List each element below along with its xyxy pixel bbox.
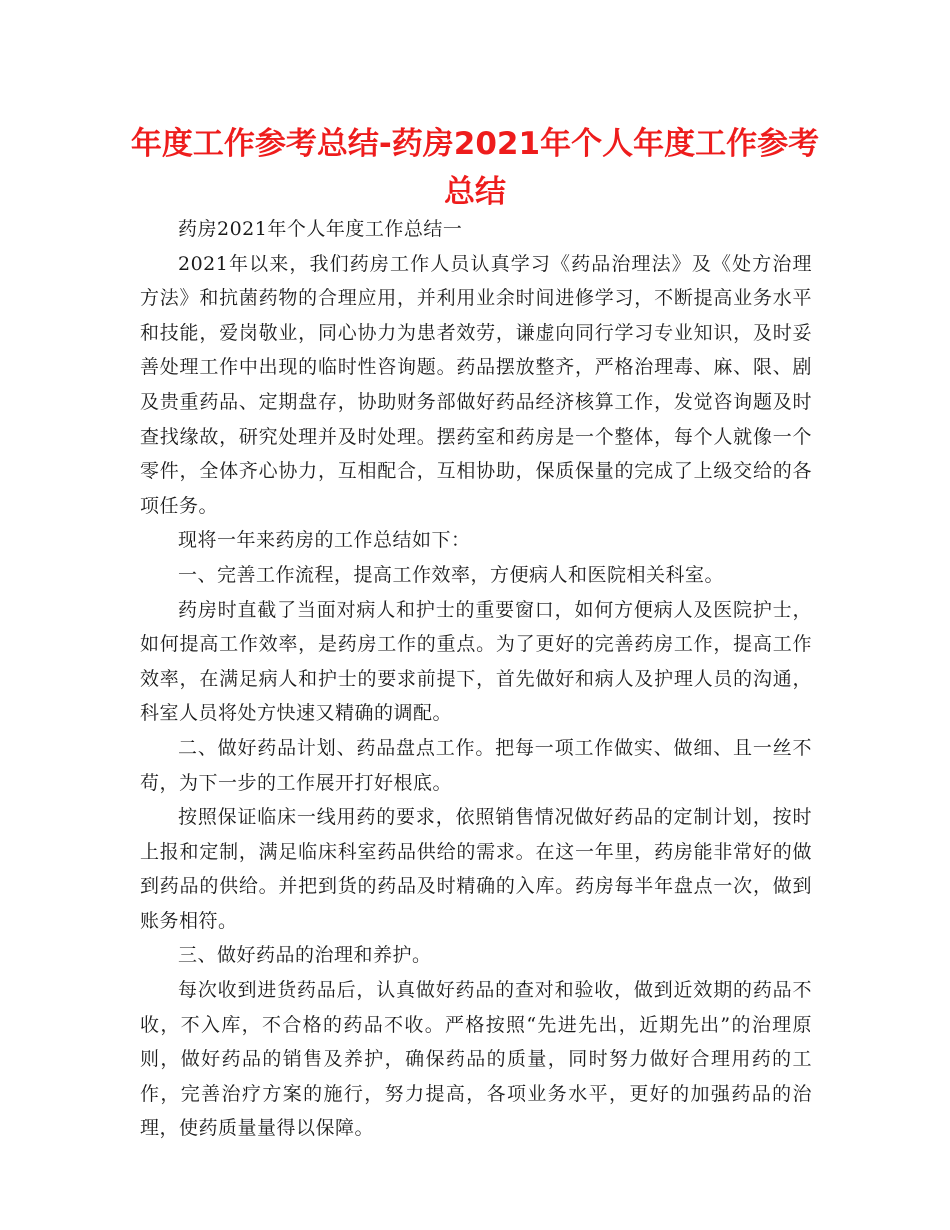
document-title: 年度工作参考总结-药房2021年个人年度工作参考总结: [130, 126, 820, 210]
paragraph-section-3: 每次收到进货药品后，认真做好药品的查对和验收，做到近效期的药品不收，不入库，不合格的药品不收。严格按照“先进先出，近期先出”的治理原则，做好药品的销售及养护，确保药品的质量，同时努力做好合理用药的工作，完善治疗方案的施行，努力提高，各项业务水平，更好的加强药品的治理，使药质量量得以保障。: [140, 979, 812, 1140]
paragraph-section-1: 药房时直截了当面对病人和护士的重要窗口，如何方便病人及医院护士，如何提高工作效率，是药房工作的重点。为了更好的完善药房工作，提高工作效率，在满足病人和护士的要求前提下，首先做好和病人及护理人员的沟通，科室人员将处方快速又精确的调配。: [140, 598, 812, 725]
paragraph-section-2: 按照保证临床一线用药的要求，依照销售情况做好药品的定制计划，按时上报和定制，满足临床科室药品供给的需求。在这一年里，药房能非常好的做到药品的供给。并把到货的药品及时精确的入库。药房每半年盘点一次，做到账务相符。: [140, 806, 812, 932]
section-heading-3: 三、做好药品的治理和养护。: [178, 944, 432, 967]
document-body: [140, 212, 812, 1146]
paragraph-summary-lead: 现将一年来药房的工作总结如下：: [178, 529, 471, 552]
paragraph-intro: 2021年以来，我们药房工作人员认真学习《药品治理法》及《处方治理方法》和抗菌药物的合理应用，并利用业余时间进修学习，不断提高业务水平和技能，爱岗敬业，同心协力为患者效劳，谦虚向同行学习专业知识，及时妥善处理工作中出现的临时性咨询题。药品摆放整齐，严格治理毒、麻、限、剧及贵重药品、定期盘存，协助财务部做好药品经济核算工作，发觉咨询题及时查找缘故，研究处理并及时处理。摆药室和药房是一个整体，每个人就像一个零件，全体齐心协力，互相配合，互相协助，保质保量的完成了上级交给的各项任务。: [140, 252, 812, 517]
paragraph-subtitle: 药房2021年个人年度工作总结一: [178, 218, 463, 240]
section-heading-1: 一、完善工作流程，提高工作效率，方便病人和医院相关科室。: [178, 563, 725, 586]
section-heading-2: 二、做好药品计划、药品盘点工作。把每一项工作做实、做细、且一丝不苟，为下一步的工作展开打好根底。: [140, 736, 812, 794]
